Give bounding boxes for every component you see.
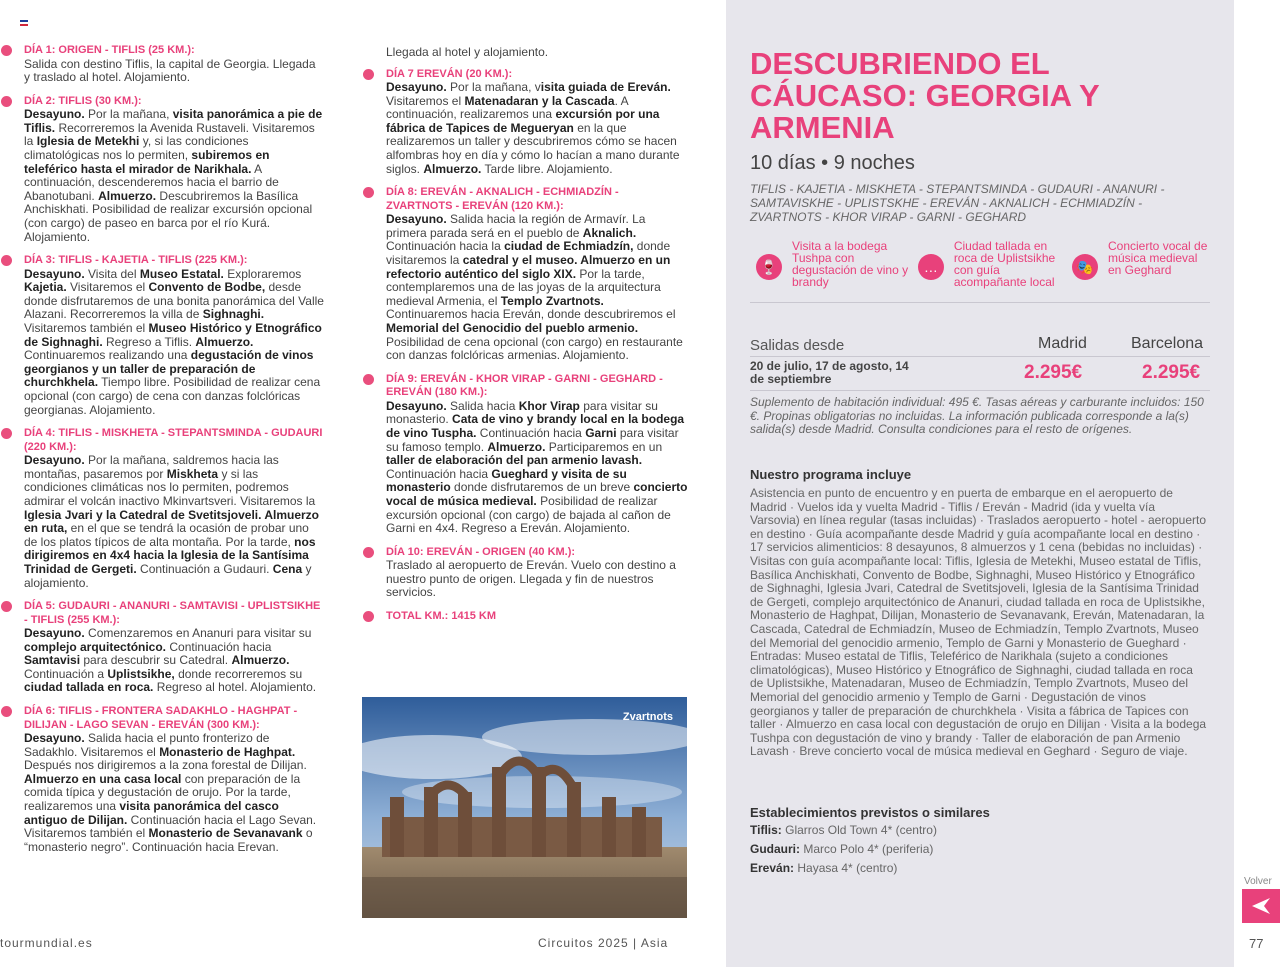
day-description: Desayuno. Comenzaremos en Ananuri para visitar su complejo arquitectónico. Continuación hacia Samtavisi para descubrir su Catedral. Almuerzo. Continuación a Uplistsikhe, donde recorreremos su ciudad tallada en roca. Regreso al hotel. Alojamiento. [24, 626, 317, 695]
photo-caption: Zvartnots [622, 711, 673, 723]
day-description: Desayuno. Salida hacia el punto fronterizo de Sadakhlo. Visitaremos el Monasterio de Haghpat. Después nos dirigiremos a la zona forestal de Dilijan. Almuerzo en una casa local con preparación de la comida típica y degustación de orujo. Por la tarde, realizaremos una visita panorámica del casco antiguo de Dilijan. Continuación hacia el Lago Sevan. Visitaremos también el Monasterio de Sevanavank o “monasterio negro”. Continuación hacia Erevan. [24, 731, 317, 854]
mid-day-9 [366, 373, 688, 536]
bullet-dot-icon [363, 374, 374, 385]
day-description: Desayuno. Salida hacia la región de Armavír. La primera parada será en el pueblo de Aknalich. Continuación hacia la ciudad de Echmiadzín, donde visitaremos la catedral y el museo. Almuerzo en un refectorio auténtico del siglo XIX. Por la tarde, contemplaremos una de las joyas de la arquitectura medieval Armenia, el Templo Zvartnots. Continuaremos hacia Ereván, donde descubriremos el Memorial del Genocidio del pueblo armenio. Posibilidad de cena opcional (con cargo) en restaurante con danzas folclóricas armenias. Alojamiento. [386, 212, 683, 363]
establishment-erevan [750, 861, 897, 875]
highlight-text: Concierto vocal de música medieval en Geghard [1108, 239, 1208, 277]
price-madrid: 2.295€ [1024, 362, 1083, 383]
day-title: TOTAL KM.: 1415 KM [386, 610, 497, 622]
establishment-gudauri [750, 842, 933, 856]
establishment-tiflis [750, 823, 937, 837]
day-title: DÍA 2: TIFLIS (30 KM.): [24, 94, 142, 107]
day-description: Desayuno. Por la mañana, saldremos hacia las montañas, pasaremos por Miskheta y si las condiciones climáticas nos lo permiten, podremos admirar el volcán inactivo Mkinvartsveri. Visitaremos la Iglesia Jvari y la Catedral de Svetitsjoveli. Almuerzo en ruta, en el que se tendrá la ocasión de probar uno de los platos típicos de alta montaña. Por la tarde, nos dirigiremos en 4x4 hacia la Iglesia de la Santísima Trinidad de Gergeti. Continuación a Gudauri. Cena y alojamiento. [24, 453, 320, 590]
day-description: Desayuno. Salida hacia Khor Virap para visitar su monasterio. Cata de vino y brandy local en la bodega de vino Tuspha. Continuación hacia Garni para visitar su famoso templo. Almuerzo. Participaremos en un taller de elaboración del pan armenio lavash. Continuación hacia Gueghard y visita de su monasterio donde disfrutaremos de un breve concierto vocal de música medieval. Posibilidad de realizar excursión opcional (con cargo) de bajada al cañon de Garni en 4x4. Regreso a Ereván. Alojamiento. [386, 398, 688, 536]
day-title: DÍA 1: ORIGEN - TIFLIS (25 KM.): [24, 44, 195, 56]
left-day-1 [4, 44, 324, 85]
day-description: Salida con destino Tiflis, la capital de Georgia. Llegada y traslado al hotel. Alojamiento. [24, 56, 316, 85]
itinerary-left-column [4, 44, 324, 864]
trip-title: DESCUBRIENDO EL CÁUCASO: GEORGIA Y ARMENIA [750, 46, 1100, 145]
day-title: DÍA 7 EREVÁN (20 KM.): [386, 67, 513, 80]
back-button[interactable] [1242, 889, 1280, 923]
establishment-city: Ereván: [750, 861, 795, 875]
day-description: Desayuno. Visita del Museo Estatal. Exploraremos Kajetia. Visitaremos el Convento de Bodbe, desde donde disfrutaremos de una bonita panorámica del Valle Alazani. Recorreremos la villa de Sighnaghi. Visitaremos también el Museo Histórico y Etnográfico de Sighnaghi. Regreso a Tiflis. Almuerzo. Continuaremos realizando una degustación de vinos georgianos y un taller de preparación de churchkhela. Tiempo libre. Posibilidad de realizar cena opcional (con cargo) de cena con danzas folclóricas georgianas. Alojamiento. [24, 266, 324, 417]
supplement-note: Suplemento de habitación individual: 495 €. Tasas aéreas y carburante incluidos: 150 €. Propinas obligatorias no incluidas. La información publicada corresponde a la(s) salida(s) desde Madrid. Consulta condiciones para el resto de orígenes. [750, 395, 1204, 436]
bullet-dot-icon [363, 69, 374, 80]
bullet-dot-icon [1, 45, 12, 56]
bullet-dot-icon [1, 601, 12, 612]
left-day-6 [4, 705, 324, 854]
city-madrid: Madrid [1038, 335, 1087, 352]
bullet-dot-icon [363, 187, 374, 198]
establishment-hotel: Marco Polo 4* (periferia) [800, 842, 934, 856]
left-day-4 [4, 427, 324, 590]
divider [750, 356, 1210, 357]
establishment-city: Tiflis: [750, 823, 782, 837]
program-title: Nuestro programa incluye [750, 467, 912, 482]
divider [750, 390, 1210, 391]
day-title: DÍA 5: GUDAURI - ANANURI - SAMTAVISI - UPLISTSIKHE - TIFLIS (255 KM.): [24, 600, 321, 626]
volver-label: Volver [1244, 876, 1272, 887]
back-arrow-icon [1251, 897, 1271, 915]
mid-day-7 [366, 68, 688, 177]
program-text: Asistencia en punto de encuentro y en puerta de embarque en el aeropuerto de Madrid · Vuelos ida y vuelta Madrid - Tiflis / Ereván - Madrid (ida y vuelta vía Varsovia) en línea regular (tasas incluidas) · Traslados aeropuerto - hotel - aeropuerto en destino · Guía acompañante desde Madrid y guía acompañante local en destino · 17 servicios alimenticios: 8 desayunos, 8 almuerzos y 1 cena (bebidas no incluidas) · Visitas con guía acompañante local: Tiflis, Iglesia de Metekhi, Museo estatal de Tiflis, Basílica Anchiskhati, Convento de Bodbe, Sighnaghi, Museo Histórico y Etnográfico de Sighnaghi, Iglesia Jvari, Catedral de Svetitsjoveli, Iglesia de la Santísima Trinidad de Gergeti, complejo arquitectónico de Ananuri, ciudad tallada en roca de Uplistsikhe, Monasterio de Haghpat, Dilijan, Monasterio de Sevanavank, Ereván, Matenadaran, la Cascada, Catedral de Echmiadzín, Museo de Echmiadzín, Templo Zvartnots, Museo del Memorial del genocidio armenio, Templo de Garni y Monasterio de Gueghard · Entradas: Museo estatal de Tiflis, Teleférico de Narikhala (sujeto a condiciones climatológicas), Museo Histórico y Etnográfico de Sighnaghi, ciudad tallada en roca de Uplistsikhe, Matenadaran, Museo de Echmiadzín, Templo Zvartnots, Museo del Memorial del genocidio armenio y Templo de Garni · Degustación de vinos georgianos y taller de preparación de churchkhela · Visita a fábrica de Tapices con taller · Almuerzo en casa local con degustación de orujo en Dilijan · Visita a la bodega Tushpa con degustación de vino y brandy · Taller de elaboración de pan Armenio Lavash · Breve concierto vocal de música medieval en Geghard · Seguro de viaje. [750, 486, 1207, 759]
day-title: DÍA 8: EREVÁN - AKNALICH - ECHMIADZÍN - ZVARTNOTS - EREVÁN (120 KM.): [386, 186, 619, 212]
salidas-label: Salidas desde [750, 337, 845, 354]
highlight-concert [1072, 240, 1212, 280]
left-day-5 [4, 600, 324, 695]
zvartnots-photo [362, 697, 687, 918]
day-6-continuation: Llegada al hotel y alojamiento. [386, 45, 549, 59]
bullet-dot-icon [363, 547, 374, 558]
highlight-winery [756, 240, 926, 288]
highlight-text: Visita a la bodega Tushpa con degustación de vino y brandy [792, 239, 909, 289]
speech-bubble-icon: … [918, 254, 944, 280]
mid-day-10 [366, 546, 688, 600]
catalog-footer: Circuitos 2025 | Asia [538, 936, 669, 950]
bullet-dot-icon [1, 706, 12, 717]
bullet-dot-icon [1, 96, 12, 107]
day-title: DÍA 3: TIFLIS - KAJETIA - TIFLIS (225 KM.): [24, 254, 248, 267]
bullet-dot-icon [363, 611, 374, 622]
left-day-3 [4, 254, 324, 417]
price-barcelona: 2.295€ [1142, 362, 1201, 383]
divider [750, 302, 1210, 303]
highlight-rock-city [918, 240, 1068, 288]
establishments-title: Establecimientos previstos o similares [750, 805, 990, 820]
city-barcelona: Barcelona [1131, 335, 1204, 352]
language-flag-icon[interactable] [20, 20, 28, 26]
page-number: 77 [1249, 936, 1264, 951]
info-panel [726, 0, 1234, 967]
wine-glass-icon: 🍷 [756, 254, 782, 280]
mid-day-11 [366, 610, 688, 624]
itinerary-middle-column [366, 46, 688, 634]
website-footer: tourmundial.es [0, 936, 93, 950]
day-description: Desayuno. Por la mañana, visita guiada de Ereván. Visitaremos el Matenadaran y la Cascada. A continuación, realizaremos una excursión por una fábrica de Tapices de Megueryan en la que realizaremos un taller y descubriremos cómo se hacen alfombras hoy en día y cómo lo hacían a mano durante siglos. Almuerzo. Tarde libre. Alojamiento. [386, 80, 680, 176]
trip-route: TIFLIS - KAJETIA - MISKHETA - STEPANTSMINDA - GUDAURI - ANANURI - SAMTAVISKHE - UPLISTSKHE - EREVÁN - AKNALICH - ECHMIADZÍN - ZVARTNOTS - KHOR VIRAP - GARNI - GEGHARD [750, 182, 1165, 224]
establishment-hotel: Glarros Old Town 4* (centro) [781, 823, 937, 837]
day-description: Traslado al aeropuerto de Ereván. Vuelo con destino a nuestro punto de origen. Llegada y fin de nuestros servicios. [386, 558, 676, 600]
departure-dates: 20 de julio, 17 de agosto, 14 de septiembre [750, 359, 909, 386]
establishment-hotel: Hayasa 4* (centro) [794, 861, 898, 875]
day-description: Desayuno. Por la mañana, visita panorámica a pie de Tiflis. Recorreremos la Avenida Rustaveli. Visitaremos la Iglesia de Metekhi y, si las condiciones climatológicas nos lo permiten, subiremos en teleférico hasta el mirador de Narikhala. A continuación, descenderemos hacia el barrio de Abanotubani. Almuerzo. Descubriremos la Basílica Anchiskhati. Posibilidad de realizar excursión opcional (con cargo) de paseo en barca por el río Kurá. Alojamiento. [24, 107, 323, 244]
day-title: DÍA 4: TIFLIS - MISKHETA - STEPANTSMINDA - GUDAURI (220 KM.): [24, 427, 323, 453]
day-title: DÍA 6: TIFLIS - FRONTERA SADAKHLO - HAGHPAT - DILIJAN - LAGO SEVAN - EREVÁN (300 KM.): [24, 705, 298, 731]
left-day-2 [4, 95, 324, 244]
day-title: DÍA 10: EREVÁN - ORIGEN (40 KM.): [386, 545, 576, 558]
establishment-city: Gudauri: [750, 842, 800, 856]
bullet-dot-icon [1, 428, 12, 439]
mid-day-8 [366, 186, 688, 363]
highlight-text: Ciudad tallada en roca de Uplistsikhe con guía acompañante local [953, 239, 1056, 289]
bullet-dot-icon [1, 255, 12, 266]
theater-masks-icon: 🎭 [1072, 254, 1098, 280]
day-title: DÍA 9: EREVÁN - KHOR VIRAP - GARNI - GEGHARD - EREVÁN (180 KM.): [386, 372, 663, 399]
trip-duration: 10 días • 9 noches [750, 152, 915, 174]
